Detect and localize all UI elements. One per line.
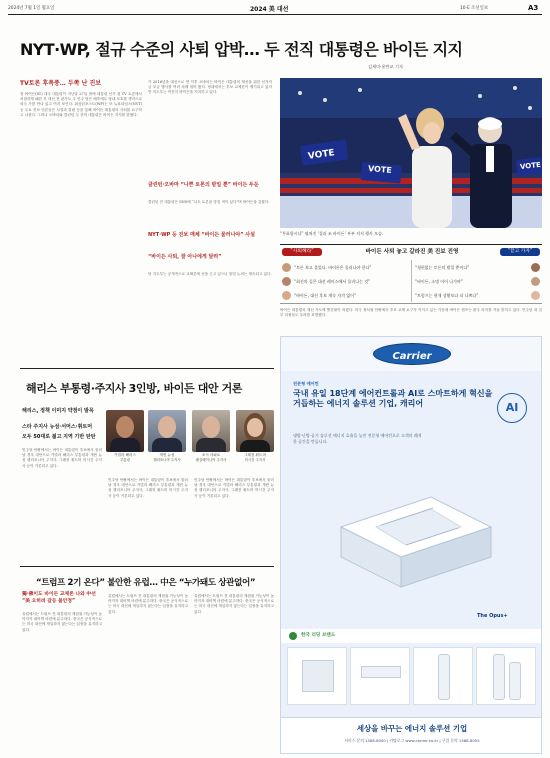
quote-left-item: “바이든, 대선 후보 계속 자격 없어” [294, 292, 357, 298]
third-sub: 獨·佛이도 바이든 교체론 나와 中선 “美 오히려 갈등 불안정” [22, 592, 96, 604]
mid-col-sub2: NYT·WP 등 진보 매체 “바이든 물러나야” 사설 [148, 232, 255, 238]
quote-right-item: “형편없는 토론의 밤일 뿐이다” [415, 264, 470, 270]
story-separator-1 [20, 368, 274, 369]
second-body-col3: 민주당 안팎에서는 바이든 대통령이 후보에서 물러날 경우 대안으로 카멀라 해리스 부통령과 개빈 뉴섬 캘리포니아 주지사, 그레천 휘트머 미시간 주지사 등이 거론되고 있다. [194, 478, 274, 498]
quote-right-item: “트럼프는 현재 상황보다 더 나쁘다” [415, 292, 479, 298]
ad-headline: 국내 유일 18단계 에어컨트롤과 AI로 스마트하게 혁신을 거듭하는 에너지 솔루션 기업, 캐리어 [293, 389, 493, 408]
portrait-name: 카멀라 해리스 [114, 453, 136, 457]
portrait-role: 부통령 [120, 458, 130, 462]
carrier-logo [373, 343, 451, 365]
third-body-col2: 유럽에서는 트럼프 전 대통령의 재집권 가능성이 높아지자 대비책 마련에 분주하다. 중국은 공식적으로는 미국 대선에 개입하지 않는다는 입장을 유지하고 있다. [108, 594, 188, 614]
main-headline: NYT·WP, 절규 수준의 사퇴 압박… 두 전직 대통령은 바이든 지지 [20, 40, 463, 59]
quote-right-item: “바이든, 소명 이어 나가야” [415, 278, 463, 284]
carrier-logo-text: Carrier [392, 351, 432, 362]
person-icon [282, 263, 291, 272]
quote-divider [411, 260, 412, 302]
header-rule [8, 14, 542, 15]
portrait-name: 그레천 휘트머 [244, 453, 266, 457]
second-body-col2: 민주당 안팎에서는 바이든 대통령이 후보에서 물러날 경우 대안으로 카멀라 해리스 부통령과 개빈 뉴섬 캘리포니아 주지사, 그레천 휘트머 미시간 주지사 등이 거론되고 있다. [108, 478, 188, 498]
portrait-name: 조시 샤피로 [201, 453, 221, 457]
ad-brand-sub: 전문형 에어컨 [293, 381, 319, 386]
portrait-harris [106, 410, 144, 463]
left-col-body: 첫 바이든(81) 대국 대통령이 지난달 27일 밤에 대통령 선거 첫 TV 토론에서 처참하게 패한 후 대선 전 판가도 주 민주 당은 배후에도 당내 모호를 생각으로 외국 가를 만나 있고 여지 보인다. 워싱턴포스트(WP)는 또 뉴욕타임스(NYT)등 주요 진보 언론들은 사설과 칼럼 등을 통해 바이든 대통령의 사퇴를 요구하고 나섰다. 그러나 오바마와 클린턴 두 전직 대통령은 바이든 지지를 밝혔다. [20, 92, 142, 117]
quote-left-item: “토론 보고 울었다. 바이든은 물러나야 한다” [294, 264, 372, 270]
mid-col-sub1: 클린턴·오바마 “나쁜 토론의 밤일 뿐” 바이든 두둔 [148, 182, 259, 188]
product-name: The Opus+ [477, 613, 508, 619]
ad-body: 냉방·난방·공기 솔루션 에너지 효율을 높인 전문형 에어컨으로 고객의 쾌적한 공간을 만듭니다. [293, 433, 422, 444]
mid-col-body3: 당 지도부는 공개적으로 교체론에 선을 긋고 있으나 물밑 논의는 계속되고 있다. [148, 272, 272, 276]
story-separator-2 [20, 566, 274, 567]
quote-left-label: “사퇴해라” [282, 248, 322, 256]
product-tile [287, 647, 347, 705]
second-sub3: 모두 50대로 젊고 지역 기반 탄탄 [22, 434, 96, 440]
ai-badge-text: AI [505, 401, 519, 414]
ad-bottom-band [281, 717, 542, 754]
quote-left-list [282, 260, 408, 302]
ad-bottom-contact: 서비스 문의 1588-8000 | 카탈로그 www.carrier.co.kr | 구입 문의 1588-8055 [344, 738, 480, 743]
vote-sign-text-1: VOTE [307, 148, 336, 162]
third-body-col3: 유럽에서는 트럼프 전 대통령의 재집권 가능성이 높아지자 대비책 마련에 분주하다. 중국은 공식적으로는 미국 대선에 개입하지 않는다는 입장을 유지하고 있다. [194, 594, 274, 614]
person-icon [282, 277, 291, 286]
person-icon [282, 291, 291, 300]
person-icon [531, 263, 540, 272]
vote-sign-text-2: VOTE [367, 163, 393, 176]
second-body-col1: 민주당 안팎에서는 바이든 대통령이 후보에서 물러날 경우 대안으로 카멀라 해리스 부통령과 개빈 뉴섬 캘리포니아 주지사, 그레천 휘트머 미시간 주지사 등이 거론되고 있다. [22, 448, 102, 468]
product-tile [476, 647, 536, 705]
quote-right-list [415, 260, 540, 302]
news-photo [280, 78, 542, 228]
portrait-shapiro [192, 410, 230, 463]
ad-rating-band [281, 629, 542, 643]
quote-left-item: “최선의 길은 대선 레이스에서 물러나는 것” [294, 278, 371, 284]
portrait-role: 펜실베이니아 주지사 [195, 458, 227, 462]
portrait-role: 미시간 주지사 [244, 458, 266, 462]
product-tile [413, 647, 473, 705]
quote-center-title: 바이든 사퇴 놓고 갈라진 美 진보 진영 [365, 249, 459, 255]
portrait-role: 캘리포니아 주지사 [153, 458, 181, 462]
ai-badge [497, 393, 527, 423]
right-col-continuation: 바이든 대통령의 재선 가도에 빨간불이 켜졌다. 미국 정치권 안팎에서 후보 교체 요구가 커지고 있는 가운데 바이든 캠프는 완주 의지를 거듭 밝히고 있다. 민주당 내 일부 의원들도 우려를 표명했다. [280, 308, 542, 318]
carrier-ad [280, 336, 542, 754]
portrait-row [106, 410, 276, 470]
third-headline: “트럼프 2기 온다” 불안한 유럽… 中은 “누가돼도 상관없어” [36, 578, 256, 588]
portrait-name: 개빈 뉴섬 [159, 453, 175, 457]
headline-byline: 김새미·윤만교 기자 [368, 64, 404, 69]
quote-box [280, 244, 542, 304]
mid-col-body2: 클린턴 전 대통령은 SNS에 “나도 토론을 망친 적이 있다”며 바이든을 감쌌다. [148, 200, 270, 204]
rating-label: 한국 리딩 브랜드 [301, 633, 336, 638]
portrait-newsom [148, 410, 186, 463]
product-lineup [287, 647, 537, 713]
mid-col-body: 가 2016년을 대선으로 연 이후 오바마는 바이든 대통령의 재선을 위한 선거자금 모금 행사를 여러 차례 열어 왔다. 당내에서는 후보 교체론이 제기되고 있지만 지도부는 여전히 바이든을 지지하고 있다. [148, 80, 272, 95]
mid-col-sub3: “바이든 사퇴, 잘 아나에게 달려” [148, 254, 222, 260]
quote-right-label: “끝고 가자” [500, 248, 540, 256]
person-icon [531, 291, 540, 300]
header-page-number: A3 [528, 4, 539, 12]
second-sub1: 해리스, 정책 이미지 약점이 발목 [22, 408, 94, 414]
product-tile [350, 647, 410, 705]
photo-caption: “투표합시다” 펼쳐진 ‘질과 조 바이든’ 부부 지지 행사 모습. [280, 231, 384, 236]
person-icon [531, 277, 540, 286]
portrait-whitmer [236, 410, 274, 463]
portrait-image [106, 410, 144, 452]
header-page-info: 10·E 조선일보 [460, 6, 489, 11]
portrait-image [192, 410, 230, 452]
second-headline: 해리스 부통령·주지사 3인방, 바이든 대안 거론 [26, 382, 243, 395]
portrait-image [148, 410, 186, 452]
ad-bottom-title: 세상을 바꾸는 에너지 솔루션 기업 [356, 724, 468, 733]
header-date: 2024년 7월 1일 월요일 [8, 6, 55, 11]
vote-sign-text-3: VOTE [519, 160, 542, 172]
rating-icon [289, 632, 297, 640]
portrait-image [236, 410, 274, 452]
header-section: 2024 美 대선 [250, 6, 289, 13]
left-col-sub: TV토론 후폭풍… 두쪽 난 진보 [20, 80, 102, 87]
third-body-col1: 유럽에서는 트럼프 전 대통령의 재집권 가능성이 높아지자 대비책 마련에 분주하다. 중국은 공식적으로는 미국 대선에 개입하지 않는다는 입장을 유지하고 있다. [22, 612, 102, 632]
second-sub2: 스타 주지사 뉴섬·서머스·휘트머 [22, 424, 93, 430]
ceiling-ac-unit [321, 487, 501, 607]
